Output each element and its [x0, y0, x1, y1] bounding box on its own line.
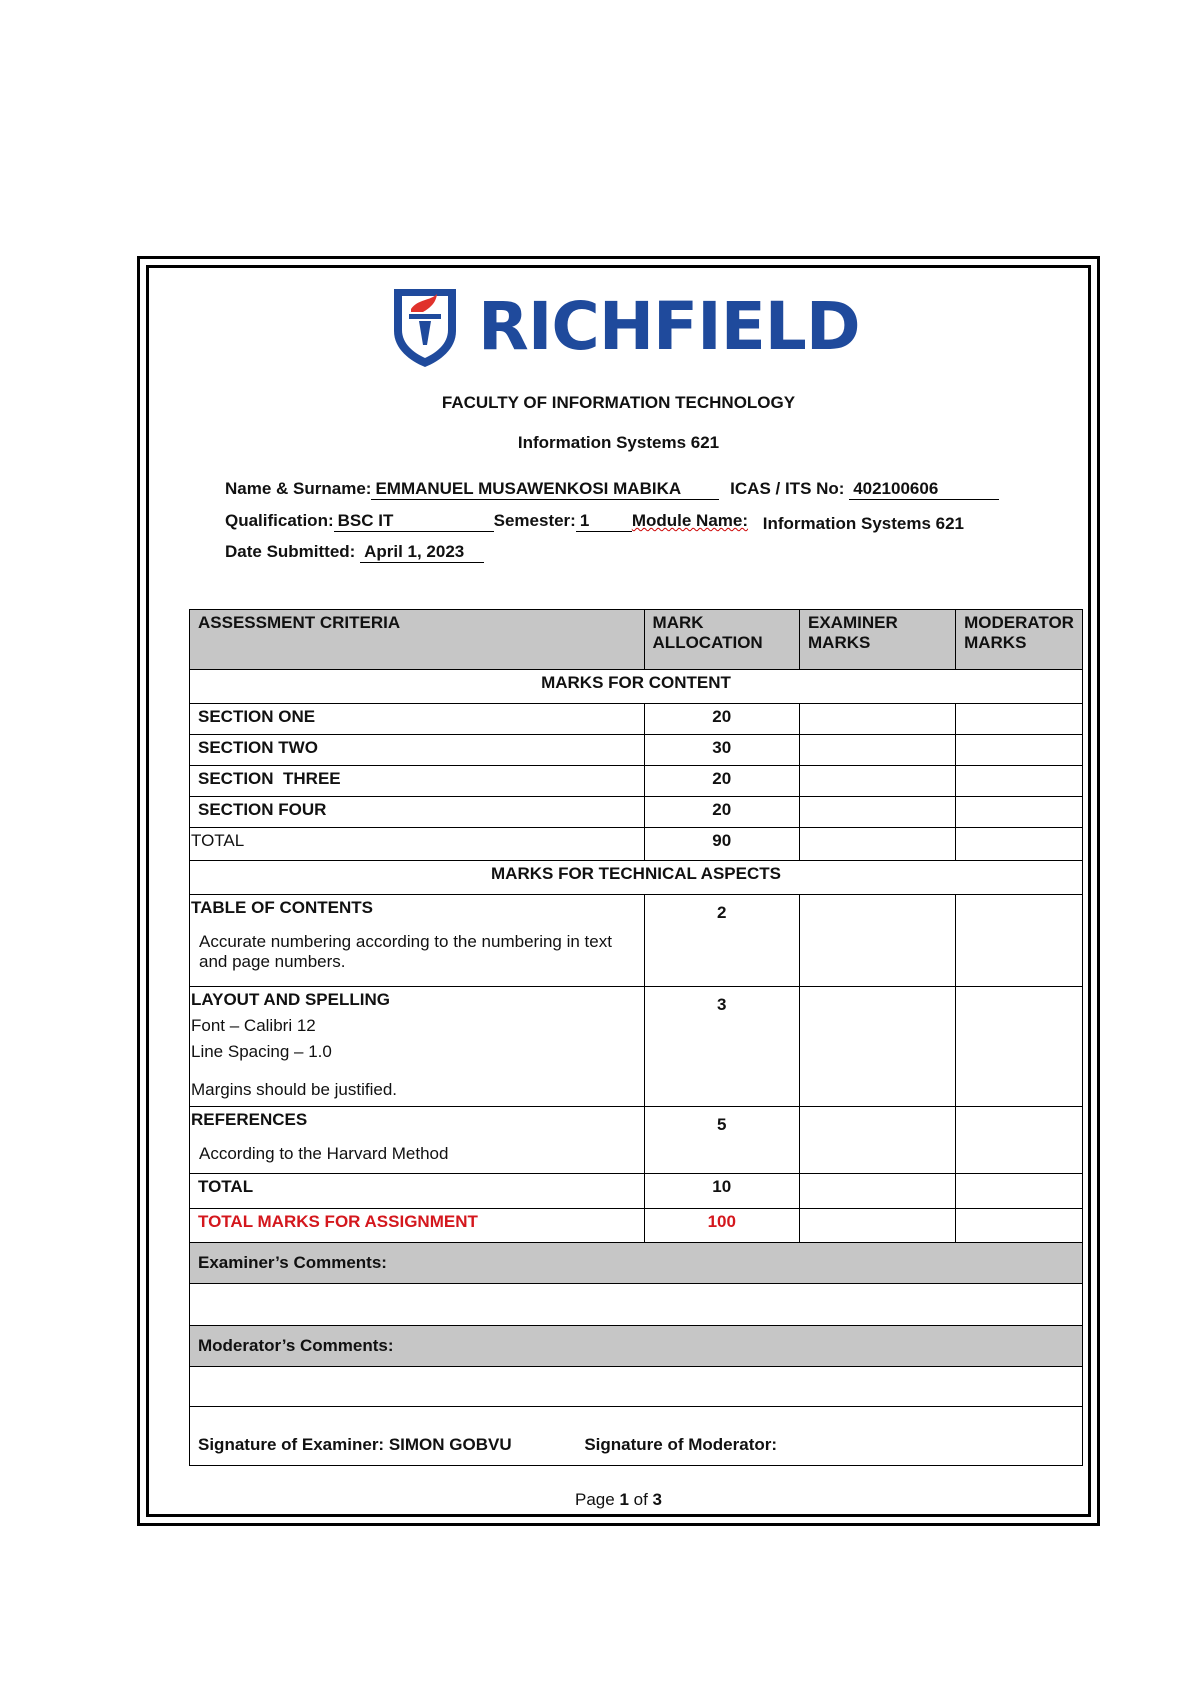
signature-row [190, 1407, 1083, 1466]
examiner-cell [800, 1209, 956, 1243]
moderator-comments-field [190, 1367, 1083, 1407]
module-name-label: Module Name: [631, 511, 749, 530]
row-label: SECTION ONE [190, 704, 645, 735]
faculty-heading: FACULTY OF INFORMATION TECHNOLOGY [441, 393, 796, 412]
table-row [190, 1107, 1083, 1174]
assessment-table [189, 609, 1083, 1466]
moderator-comments-label: Moderator’s Comments: [190, 1326, 1083, 1367]
row-mark: 2 [644, 895, 799, 987]
examiner-cell [800, 704, 956, 735]
examiner-cell [800, 735, 956, 766]
row-label: SECTION THREE [190, 766, 645, 797]
moderator-cell [956, 735, 1083, 766]
technical-heading: MARKS FOR TECHNICAL ASPECTS [190, 861, 1083, 895]
row-mark: 3 [644, 987, 799, 1107]
row-criteria-cell [190, 895, 645, 987]
row-label: SECTION TWO [190, 735, 645, 766]
module-heading: Information Systems 621 [517, 433, 720, 452]
qualification-value: BSC IT [334, 511, 494, 532]
row-mark: 30 [644, 735, 799, 766]
page-total: 3 [652, 1490, 662, 1509]
content-heading: MARKS FOR CONTENT [190, 670, 1083, 704]
moderator-cell [956, 704, 1083, 735]
row-mark: 20 [644, 766, 799, 797]
table-row [190, 735, 1083, 766]
grand-total-mark: 100 [644, 1209, 799, 1243]
moderator-cell [956, 1209, 1083, 1243]
row-detail: According to the Harvard Method [199, 1144, 449, 1163]
signature-examiner: Signature of Examiner: SIMON GOBVU [198, 1435, 512, 1454]
page-number [146, 1490, 1091, 1510]
examiner-comments-label: Examiner’s Comments: [190, 1243, 1083, 1284]
page-prefix: Page [575, 1490, 620, 1509]
moderator-comments-space [190, 1367, 1083, 1407]
content-heading-row [190, 670, 1083, 704]
row-detail: Margins should be justified. [191, 1080, 398, 1099]
table-row [190, 895, 1083, 987]
technical-total-label: TOTAL [190, 1174, 645, 1209]
row-label: LAYOUT AND SPELLING [191, 990, 390, 1009]
date-row [225, 542, 484, 563]
shield-icon [390, 285, 460, 369]
content-total-label: TOTAL [190, 828, 645, 861]
header-examiner-marks: EXAMINER MARKS [800, 610, 956, 670]
examiner-cell [800, 766, 956, 797]
moderator-cell [956, 828, 1083, 861]
row-detail: Font – Calibri 12 [191, 1016, 316, 1035]
examiner-comments-field [190, 1284, 1083, 1326]
logo-wordmark: RICHFIELD [478, 288, 860, 365]
qualification-label: Qualification: [225, 511, 334, 530]
technical-heading-row [190, 861, 1083, 895]
date-label: Date Submitted: [225, 542, 356, 561]
examiner-cell [800, 895, 956, 987]
moderator-comments-row [190, 1326, 1083, 1367]
row-detail: Line Spacing – 1.0 [191, 1042, 332, 1061]
row-detail: Accurate numbering according to the numbering in text and page numbers. [199, 932, 612, 971]
header-mark-allocation: MARK ALLOCATION [644, 610, 799, 670]
date-value: April 1, 2023 [360, 542, 484, 563]
row-criteria-cell [190, 987, 645, 1107]
page-of: of [628, 1490, 653, 1509]
icas-value: 402100606 [849, 479, 999, 500]
content-total-mark: 90 [644, 828, 799, 861]
table-header-row [190, 610, 1083, 670]
moderator-cell [956, 1174, 1083, 1209]
row-mark: 20 [644, 704, 799, 735]
semester-label: Semester: [493, 511, 576, 530]
examiner-cell [800, 828, 956, 861]
signature-cell [190, 1407, 1083, 1466]
row-label: TABLE OF CONTENTS [191, 898, 373, 917]
examiner-cell [800, 797, 956, 828]
moderator-cell [956, 987, 1083, 1107]
examiner-cell [800, 987, 956, 1107]
name-label: Name & Surname: [225, 479, 372, 498]
examiner-cell [800, 1107, 956, 1174]
row-label: REFERENCES [191, 1110, 308, 1129]
row-label: SECTION FOUR [190, 797, 645, 828]
signature-moderator: Signature of Moderator: [584, 1435, 778, 1454]
table-row [190, 766, 1083, 797]
row-mark: 5 [644, 1107, 799, 1174]
table-row [190, 704, 1083, 735]
technical-total-row [190, 1174, 1083, 1209]
moderator-cell [956, 895, 1083, 987]
grand-total-row [190, 1209, 1083, 1243]
table-row [190, 987, 1083, 1107]
moderator-cell [956, 1107, 1083, 1174]
header-criteria: ASSESSMENT CRITERIA [190, 610, 645, 670]
page-current: 1 [619, 1490, 629, 1509]
module-name-value: Information Systems 621 [762, 514, 965, 533]
semester-value: 1 [576, 511, 632, 532]
moderator-cell [956, 797, 1083, 828]
examiner-comments-space [190, 1284, 1083, 1326]
table-row [190, 797, 1083, 828]
qualification-row [225, 511, 964, 532]
name-value: EMMANUEL MUSAWENKOSI MABIKA [371, 479, 719, 500]
row-criteria-cell [190, 1107, 645, 1174]
name-row [225, 479, 999, 500]
content-total-row [190, 828, 1083, 861]
row-mark: 20 [644, 797, 799, 828]
moderator-cell [956, 766, 1083, 797]
grand-total-label: TOTAL MARKS FOR ASSIGNMENT [190, 1209, 645, 1243]
header-moderator-marks: MODERATOR MARKS [956, 610, 1083, 670]
examiner-comments-row [190, 1243, 1083, 1284]
technical-total-mark: 10 [644, 1174, 799, 1209]
examiner-cell [800, 1174, 956, 1209]
icas-label: ICAS / ITS No: [730, 479, 845, 498]
richfield-logo [390, 285, 860, 369]
